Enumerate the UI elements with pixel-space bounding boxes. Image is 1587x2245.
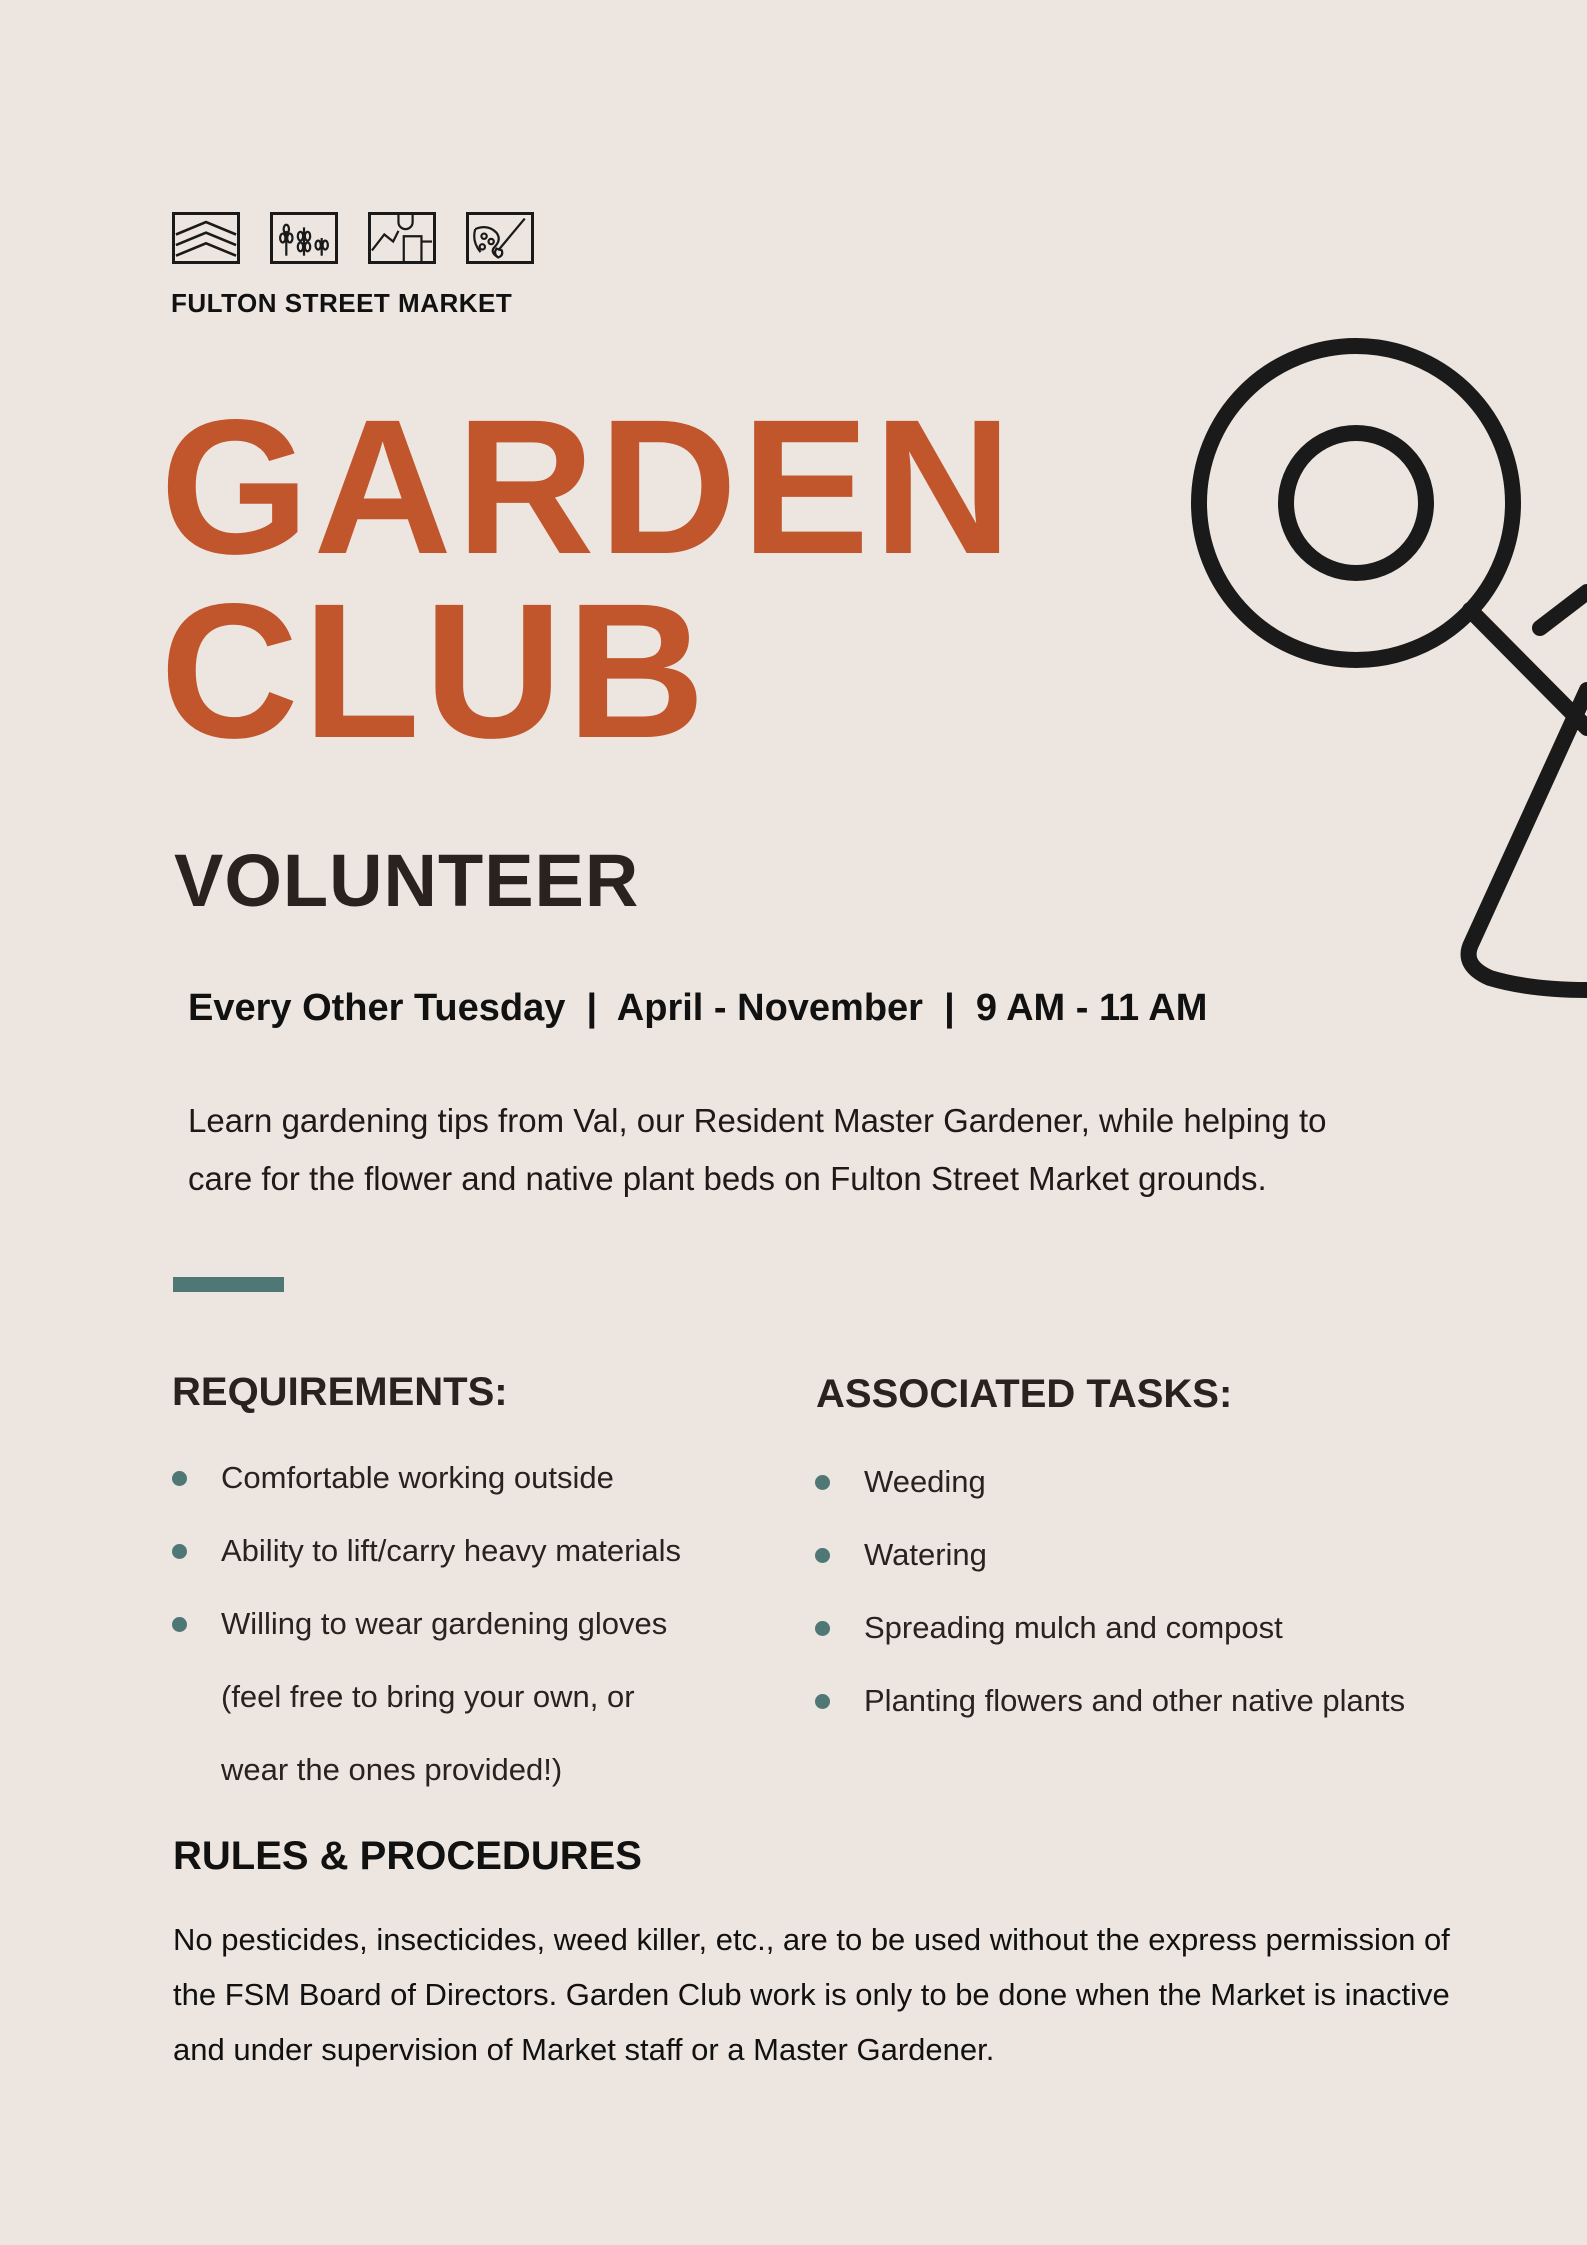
list-item-continued: (feel free to bring your own, or bbox=[221, 1679, 635, 1714]
bullet-icon bbox=[815, 1694, 830, 1709]
bullet-icon bbox=[815, 1475, 830, 1490]
requirements-list bbox=[172, 1441, 772, 1806]
tasks-list bbox=[815, 1445, 1535, 1737]
bullet-icon bbox=[172, 1617, 187, 1632]
list-item-continued: wear the ones provided!) bbox=[221, 1752, 563, 1787]
bullet-icon bbox=[815, 1548, 830, 1563]
paint-palette-icon bbox=[466, 212, 534, 264]
list-item: Ability to lift/carry heavy materials bbox=[172, 1514, 772, 1587]
building-icon bbox=[368, 212, 436, 264]
rules-paragraph: No pesticides, insecticides, weed killer, etc., are to be used without the express permission of the FSM Board of Directors. Garden Club work is only to be done when the Market is inactive and under supervision of Market staff or a Master Gardener. bbox=[173, 1922, 1450, 2067]
title-line-2: CLUB bbox=[160, 563, 710, 778]
list-item: Weeding bbox=[815, 1445, 1535, 1518]
requirements-heading: REQUIREMENTS: bbox=[172, 1370, 508, 1414]
list-item: Willing to wear gardening gloves bbox=[172, 1587, 772, 1660]
list-item: Planting flowers and other native plants bbox=[815, 1664, 1535, 1737]
divider bbox=[173, 1277, 284, 1292]
bullet-icon bbox=[815, 1621, 830, 1636]
bullet-icon bbox=[172, 1544, 187, 1559]
list-item: Watering bbox=[815, 1518, 1535, 1591]
page-title bbox=[160, 379, 1017, 778]
list-item: Comfortable working outside bbox=[172, 1441, 772, 1514]
brand-name: FULTON STREET MARKET bbox=[171, 288, 513, 318]
intro-paragraph: Learn gardening tips from Val, our Resident Master Gardener, while helping to care for the flower and native plant beds on Fulton Street Market grounds. bbox=[188, 1102, 1327, 1197]
schedule: Every Other Tuesday | April - November | 9 AM - 11 AM bbox=[188, 987, 1208, 1029]
title-line-1: GARDEN bbox=[160, 379, 1017, 594]
plants-icon bbox=[270, 212, 338, 264]
bullet-icon bbox=[172, 1471, 187, 1486]
tasks-heading: ASSOCIATED TASKS: bbox=[816, 1372, 1233, 1416]
rules-heading: RULES & PROCEDURES bbox=[173, 1834, 642, 1878]
list-item: Spreading mulch and compost bbox=[815, 1591, 1535, 1664]
hills-icon bbox=[172, 212, 240, 264]
shears-graphic bbox=[1180, 330, 1587, 1010]
logo-icons bbox=[172, 212, 534, 264]
volunteer-heading: VOLUNTEER bbox=[174, 839, 640, 922]
